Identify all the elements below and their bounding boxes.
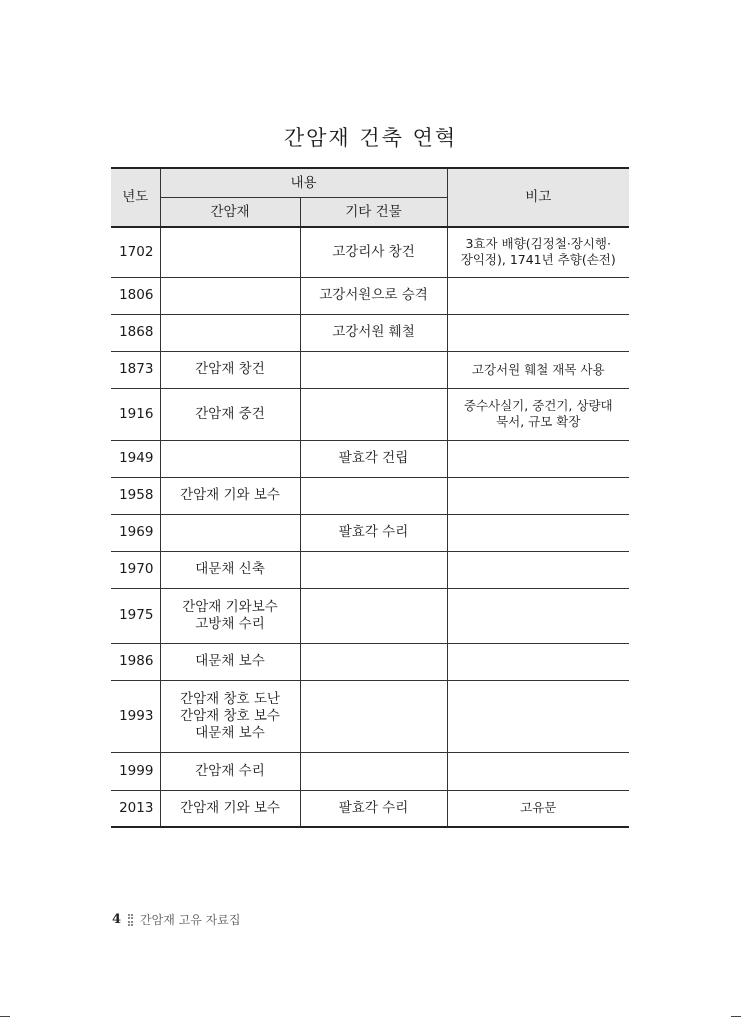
cell-other: 팔효각 수리 (300, 790, 447, 827)
header-ganamjae: 간암재 (160, 198, 300, 228)
cell-note: 고강서원 훼철 재목 사용 (447, 351, 629, 388)
cell-note: 3효자 배향(김정철·장시행· 장익정), 1741년 추향(손전) (447, 227, 629, 277)
cell-ganamjae: 간암재 기와보수 고방채 수리 (160, 588, 300, 643)
cell-note (447, 588, 629, 643)
cell-ganamjae (160, 514, 300, 551)
cell-year: 1702 (111, 227, 160, 277)
cell-year: 1986 (111, 643, 160, 680)
crop-mark-left (0, 1016, 10, 1020)
table-row (111, 514, 629, 551)
cell-note: 고유문 (447, 790, 629, 827)
cell-other: 고강리사 창건 (300, 227, 447, 277)
cell-note (447, 752, 629, 790)
table-row (111, 680, 629, 752)
cell-note: 중수사실기, 중건기, 상량대 묵서, 규모 확장 (447, 388, 629, 440)
table-row (111, 351, 629, 388)
cell-other (300, 588, 447, 643)
header-year: 년도 (111, 168, 160, 227)
cell-note (447, 477, 629, 514)
cell-other: 팔효각 건립 (300, 440, 447, 477)
header-other-buildings: 기타 건물 (300, 198, 447, 228)
cell-ganamjae: 간암재 수리 (160, 752, 300, 790)
cell-ganamjae: 간암재 창건 (160, 351, 300, 388)
table-row (111, 227, 629, 277)
footer-separator (128, 914, 133, 926)
cell-other (300, 680, 447, 752)
cell-year: 1916 (111, 388, 160, 440)
cell-other: 고강서원 훼철 (300, 314, 447, 351)
cell-ganamjae: 대문채 신축 (160, 551, 300, 588)
cell-year: 1873 (111, 351, 160, 388)
cell-ganamjae: 대문채 보수 (160, 643, 300, 680)
cell-other (300, 477, 447, 514)
cell-other (300, 643, 447, 680)
cell-other (300, 752, 447, 790)
table-row (111, 588, 629, 643)
cell-other: 고강서원으로 승격 (300, 277, 447, 314)
cell-ganamjae: 간암재 기와 보수 (160, 477, 300, 514)
table-row (111, 388, 629, 440)
cell-ganamjae (160, 277, 300, 314)
table-row (111, 477, 629, 514)
cell-ganamjae: 간암재 중건 (160, 388, 300, 440)
cell-other (300, 351, 447, 388)
table-row (111, 643, 629, 680)
cell-year: 2013 (111, 790, 160, 827)
cell-other (300, 388, 447, 440)
cell-ganamjae (160, 314, 300, 351)
cell-note (447, 440, 629, 477)
cell-year: 1969 (111, 514, 160, 551)
table-row (111, 277, 629, 314)
crop-mark-right (731, 1016, 741, 1020)
cell-year: 1958 (111, 477, 160, 514)
table-row (111, 790, 629, 827)
cell-ganamjae: 간암재 창호 도난 간암재 창호 보수 대문채 보수 (160, 680, 300, 752)
table-row (111, 551, 629, 588)
cell-year: 1999 (111, 752, 160, 790)
cell-note (447, 514, 629, 551)
history-table (111, 167, 629, 828)
book-title: 간암재 고유 자료집 (140, 913, 241, 927)
cell-other (300, 551, 447, 588)
cell-other: 팔효각 수리 (300, 514, 447, 551)
table-row (111, 752, 629, 790)
cell-note (447, 643, 629, 680)
header-content: 내용 (160, 168, 447, 198)
cell-ganamjae: 간암재 기와 보수 (160, 790, 300, 827)
cell-note (447, 551, 629, 588)
table-row (111, 314, 629, 351)
cell-year: 1970 (111, 551, 160, 588)
cell-note (447, 314, 629, 351)
page-title: 간암재 건축 연혁 (283, 126, 458, 150)
cell-note (447, 277, 629, 314)
table-row (111, 440, 629, 477)
cell-note (447, 680, 629, 752)
page-number: 4 (112, 912, 122, 927)
cell-year: 1975 (111, 588, 160, 643)
cell-ganamjae (160, 440, 300, 477)
header-note: 비고 (447, 168, 629, 227)
cell-year: 1868 (111, 314, 160, 351)
cell-year: 1993 (111, 680, 160, 752)
cell-year: 1806 (111, 277, 160, 314)
cell-year: 1949 (111, 440, 160, 477)
cell-ganamjae (160, 227, 300, 277)
page-footer (112, 911, 240, 928)
